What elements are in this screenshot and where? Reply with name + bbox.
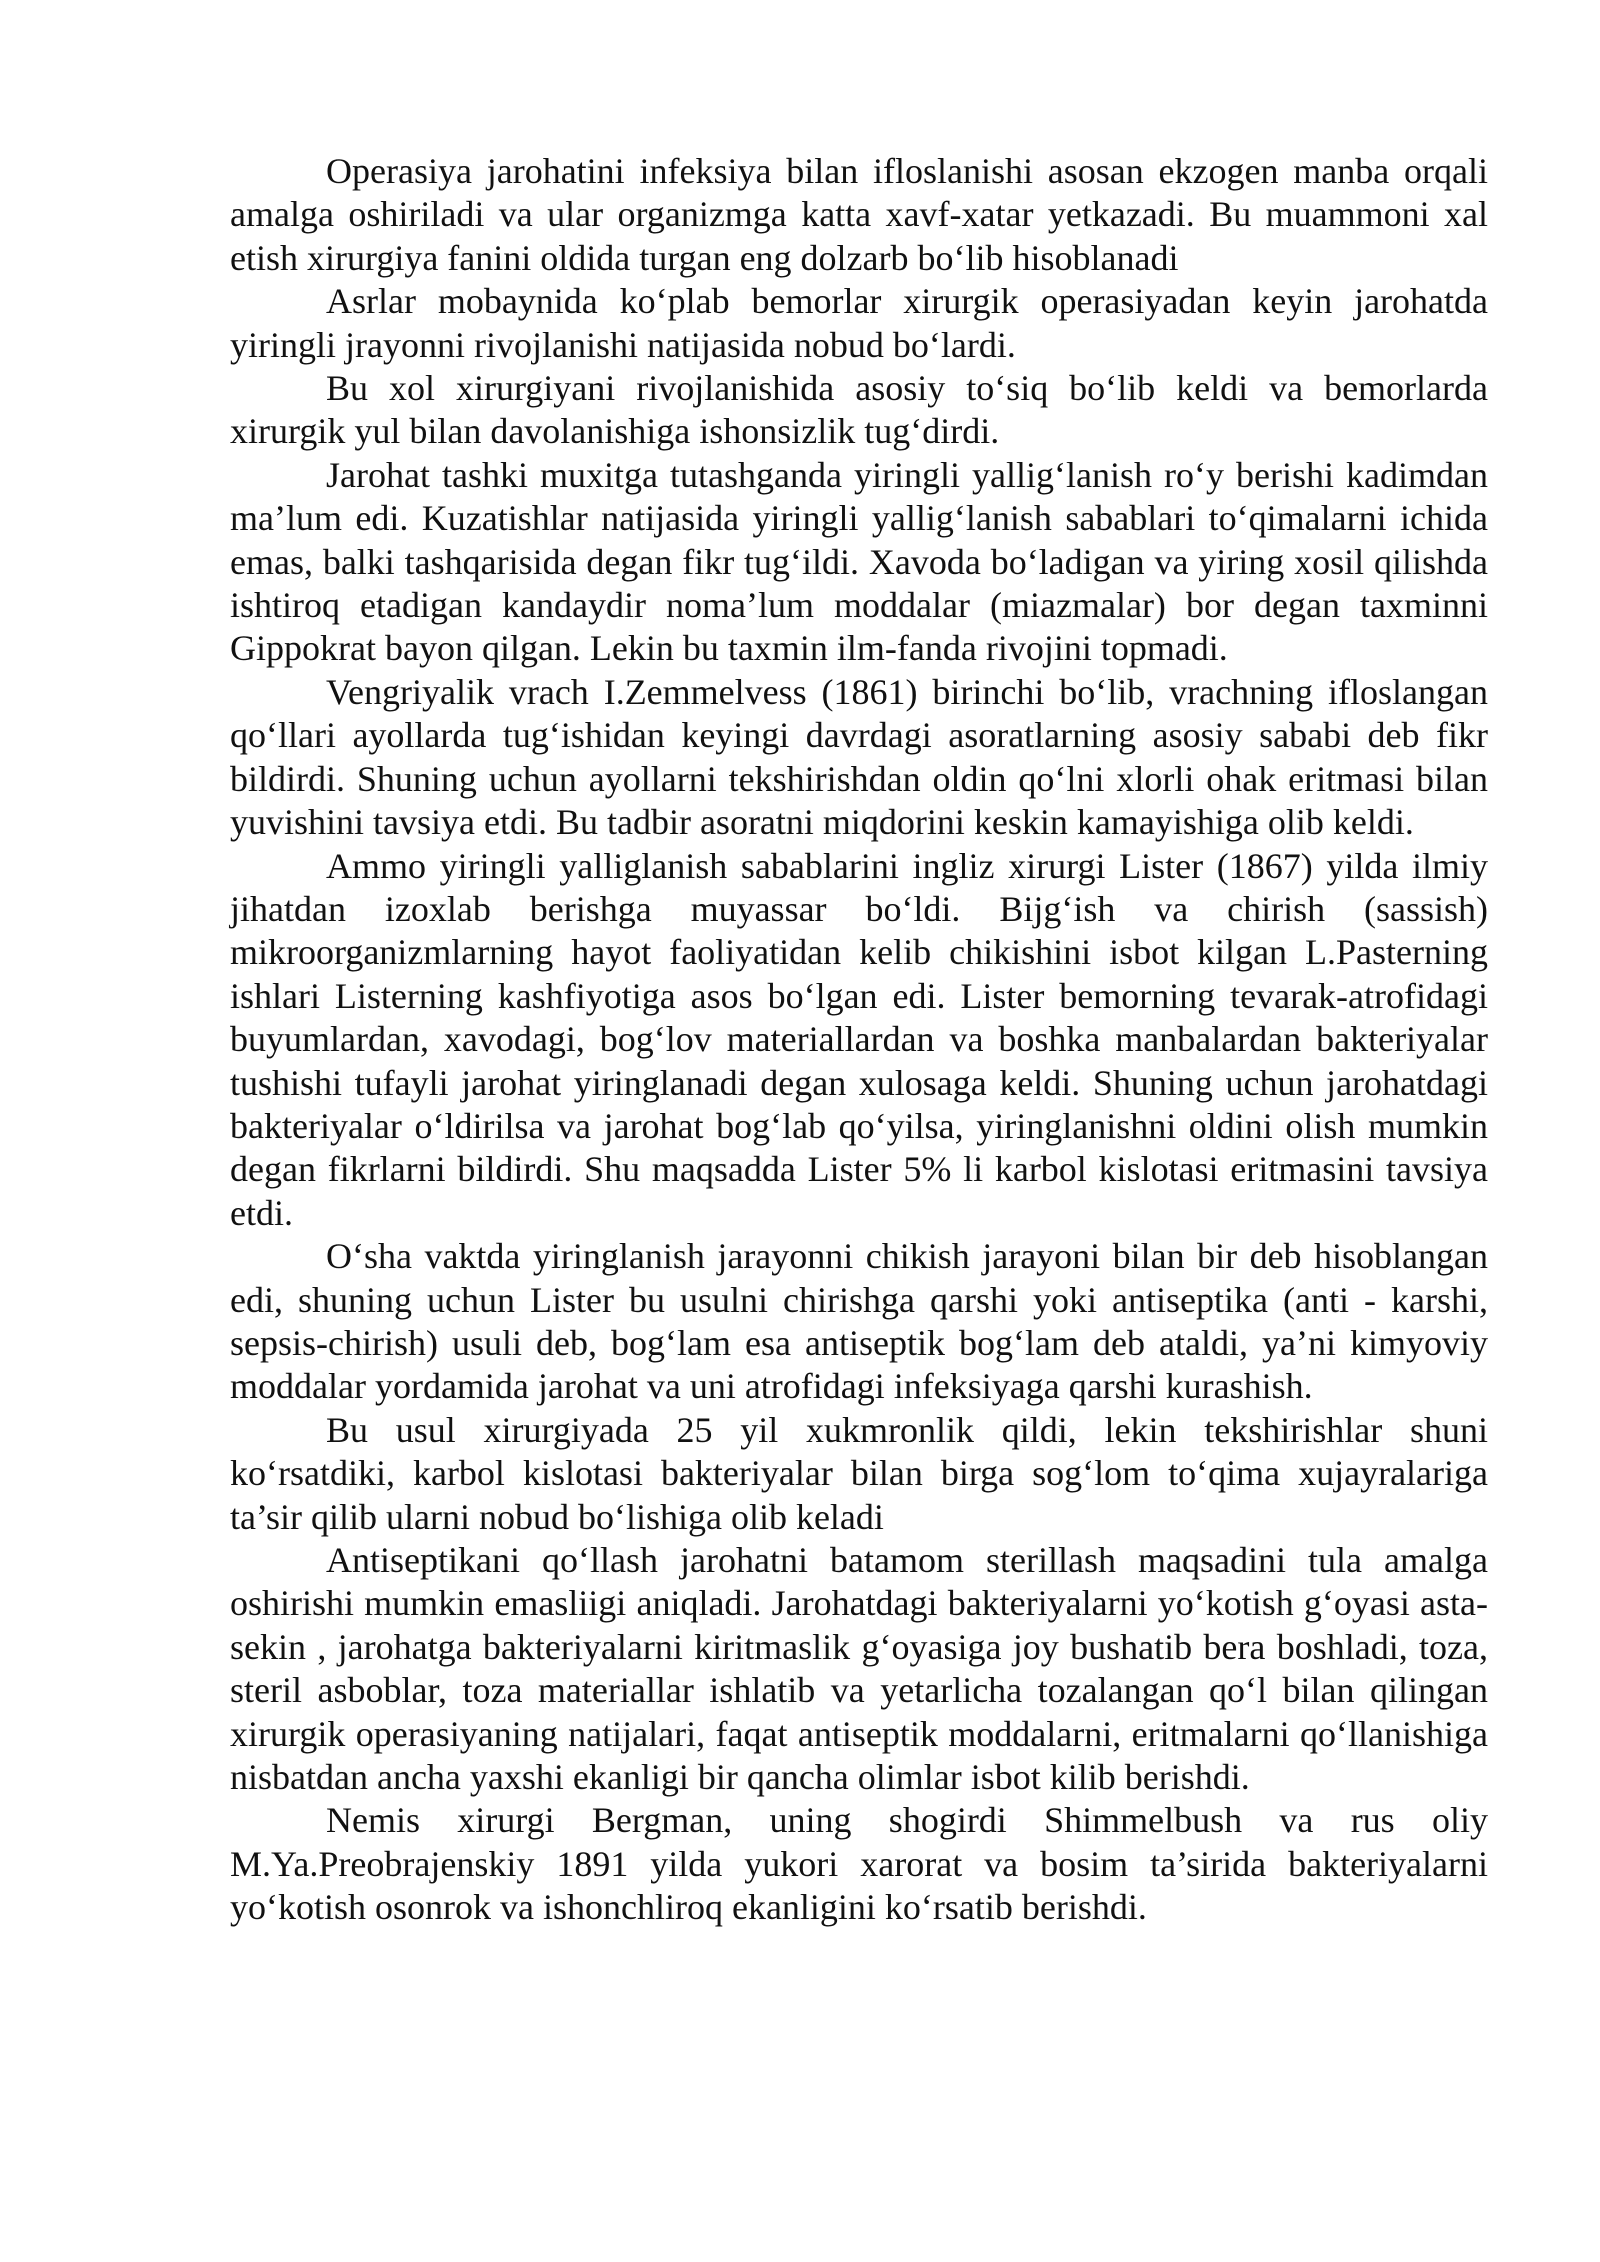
paragraph: Vengriyalik vrach I.Zemmelvess (1861) birinchi bo‘lib, vrachning ifloslangan qo‘llari ayollarda tug‘ishidan keyingi davrdagi asoratlarning asosiy sababi deb fikr bildirdi. Shuning uchun ayollarni tekshirishdan oldin qo‘lni xlorli ohak eritmasi bilan yuvishini tavsiya etdi. Bu tadbir asoratni miqdorini keskin kamayishiga olib keldi. [230, 671, 1488, 843]
document-page [230, 150, 1488, 1930]
paragraph: Asrlar mobaynida ko‘plab bemorlar xirurgik operasiyadan keyin jarohatda yiringli jrayonni rivojlanishi natijasida nobud bo‘lardi. [230, 281, 1488, 365]
paragraph: O‘sha vaktda yiringlanish jarayonni chikish jarayoni bilan bir deb hisoblangan edi, shuning uchun Lister bu usulni chirishga qarshi yoki antiseptika (anti - karshi, sepsis-chirish) usuli deb, bog‘lam esa antiseptik bog‘lam deb ataldi, ya’ni kimyoviy moddalar yordamida jarohat va uni atrofidagi infeksiyaga qarshi kurashish. [230, 1236, 1488, 1407]
paragraph: Operasiya jarohatini infeksiya bilan ifloslanishi asosan ekzogen manba orqali amalga oshiriladi va ular organizmga katta xavf-xatar yetkazadi. Bu muammoni xal etish xirurgiya fanini oldida turgan eng dolzarb bo‘lib hisoblanadi [230, 151, 1488, 278]
paragraph: Bu xol xirurgiyani rivojlanishida asosiy to‘siq bo‘lib keldi va bemorlarda xirurgik yul bilan davolanishiga ishonsizlik tug‘dirdi. [230, 368, 1488, 452]
paragraph: Antiseptikani qo‘llash jarohatni batamom sterillash maqsadini tula amalga oshirishi mumkin emasliigi aniqladi. Jarohatdagi bakteriyalarni yo‘kotish g‘oyasi asta-sekin , jarohatga bakteriyalarni kiritmaslik g‘oyasiga joy bushatib bera boshladi, toza, steril asboblar, toza materiallar ishlatib va yetarlicha tozalangan qo‘l bilan qilingan xirurgik operasiyaning natijalari, faqat antiseptik moddalarni, eritmalarni qo‘llanishiga nisbatdan ancha yaxshi ekanligi bir qancha olimlar isbot kilib berishdi. [230, 1540, 1488, 1798]
paragraph: Jarohat tashki muxitga tutashganda yiringli yallig‘lanish ro‘y berishi kadimdan ma’lum edi. Kuzatishlar natijasida yiringli yallig‘lanish sabablari to‘qimalarni ichida emas, balki tashqarisida degan fikr tug‘ildi. Xavoda bo‘ladigan va yiring xosil qilishda ishtiroq etadigan kandaydir noma’lum moddalar (miazmalar) bor degan taxminni Gippokrat bayon qilgan. Lekin bu taxmin ilm-fanda rivojini topmadi. [230, 454, 1488, 669]
paragraph: Nemis xirurgi Bergman, uning shogirdi Shimmelbush va rus oliy M.Ya.Preobrajenskiy 1891 yilda yukori xarorat va bosim ta’sirida bakteriyalarni yo‘kotish osonrok va ishonchliroq ekanligini ko‘rsatib berishdi. [230, 1800, 1488, 1928]
paragraph: Ammo yiringli yalliglanish sabablarini ingliz xirurgi Lister (1867) yilda ilmiy jihatdan izoxlab berishga muyassar bo‘ldi. Bijg‘ish va chirish (sassish) mikroorganizmlarning hayot faoliyatidan kelib chikishini isbot kilgan L.Pasterning ishlari Listerning kashfiyotiga asos bo‘lgan edi. Lister bemorning tevarak-atrofidagi buyumlardan, xavodagi, bog‘lov materiallardan va boshka manbalardan bakteriyalar tushishi tufayli jarohat yiringlanadi degan xulosaga keldi. Shuning uchun jarohatdagi bakteriyalar o‘ldirilsa va jarohat bog‘lab qo‘yilsa, yiringlanishni oldini olish mumkin degan fikrlarni bildirdi. Shu maqsadda Lister 5% li karbol kislotasi eritmasini tavsiya etdi. [230, 845, 1488, 1233]
paragraph: Bu usul xirurgiyada 25 yil xukmronlik qildi, lekin tekshirishlar shuni ko‘rsatdiki, karbol kislotasi bakteriyalar bilan birga sog‘lom to‘qima xujayralariga ta’sir qilib ularni nobud bo‘lishiga olib keladi [230, 1409, 1488, 1537]
